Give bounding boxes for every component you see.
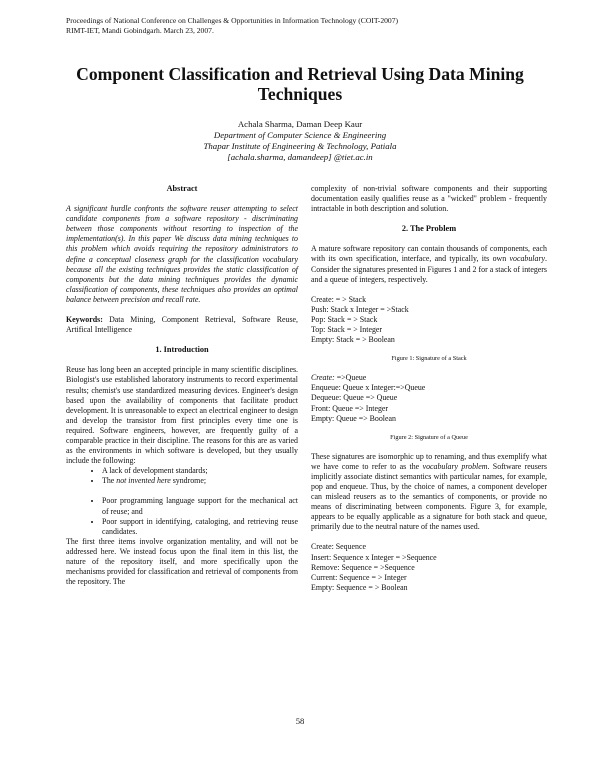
keywords-label: Keywords:	[66, 315, 103, 325]
signature-line: Create: = > Stack	[311, 294, 367, 304]
intro-paragraph-2: The first three items involve organization mentality, and will not be addressed here. We instead focus upon the final item in this list, the nature of the repository itself, and more specifically upon the mechanisms provided for classification and retrieval of components from the repository. The	[66, 536, 298, 587]
keywords	[66, 315, 298, 335]
list-item: • A lack of development standards;	[102, 466, 298, 476]
stack-signature	[311, 295, 547, 345]
author-department: Department of Computer Science & Engineering	[213, 130, 387, 140]
signature-line: Enqueue: Queue x Integer:=>Queue	[311, 383, 426, 393]
left-column	[66, 184, 298, 587]
signature-line: Empty: Queue => Boolean	[311, 413, 396, 423]
sequence-signature	[311, 542, 547, 592]
signature-line: Front: Queue => Integer	[311, 403, 389, 413]
signature-line: Create: =>Queue	[311, 373, 367, 383]
author-block	[0, 119, 600, 163]
right-column	[311, 184, 547, 593]
figure-2-caption: Figure 2: Signature of a Queue	[390, 433, 468, 441]
author-names: Achala Sharma, Daman Deep Kaur	[237, 119, 363, 129]
signature-line: Create: Sequence	[311, 542, 366, 552]
reasons-list-2	[66, 496, 298, 536]
running-header	[66, 16, 398, 36]
problem-heading: 2. The Problem	[401, 224, 457, 234]
signature-line: Empty: Stack = > Boolean	[311, 335, 395, 345]
header-line-2: RIMT-IET, Mandi Gobindgarh. March 23, 2007.	[66, 25, 214, 35]
queue-signature	[311, 373, 547, 423]
signature-line: Dequeue: Queue => Queue	[311, 393, 398, 403]
signature-line: Remove: Sequence = >Sequence	[311, 562, 415, 572]
signature-line: Empty: Sequence = > Boolean	[311, 582, 408, 592]
problem-paragraph-2: These signatures are isomorphic up to renaming, and thus exemplify what we have come to refer to as the vocabulary problem. Software reusers implicitly associate distinct semantics with particular names, for example, pop and enqueue. Thus, by the choice of names, a component developer can mislead reusers as to the semantics of components, or provide no means of discriminating between components. Figure 3, for example, appears to be equally applicable as a signature for both stack and queue, primarily due to the neutral nature of the names used.	[311, 451, 548, 532]
figure-1-caption: Figure 1: Signature of a Stack	[391, 355, 467, 363]
continued-paragraph: complexity of non-trivial software components and their supporting documentation easily qualifies reuse as a "wicked" problem - frequently intractable in both description and solution.	[311, 184, 547, 214]
signature-line: Current: Sequence = > Integer	[311, 572, 407, 582]
problem-paragraph-1: A mature software repository can contain thousands of components, each with its own specification, interface, and typically, its own vocabulary. Consider the signatures presented in Figures 1 and 2 for a stack of integers and a queue of integers, respectively.	[311, 244, 547, 284]
author-email: [achala.sharma, damandeep] @tiet.ac.in	[227, 152, 373, 162]
header-line-1: Proceedings of National Conference on Challenges & Opportunities in Information Technology (COIT-2007)	[66, 16, 399, 25]
list-item: • Poor programming language support for the mechanical act of reuse; and	[102, 496, 298, 516]
intro-heading: 1. Introduction	[155, 345, 209, 355]
signature-line: Insert: Sequence x Integer = >Sequence	[311, 552, 437, 562]
keywords-text: Data Mining, Component Retrieval, Software Reuse, Artifical Intelligence	[66, 315, 298, 335]
signature-line: Top: Stack = > Integer	[311, 325, 383, 335]
abstract-text: A significant hurdle confronts the software reuser attempting to select candidate components from a software repository - discriminating between those components without resorting to inspection of the implementation(s). In this paper We discuss data mining techniques to this problem which avoids requiring the repository administrators to define a conceptual closeness graph for the classification vocabulary because all the existing techniques provides the static classification of components but the data mining techniques provides the dynamic classification of components, these techniques also provides an optimal balance between precision and recall rate.	[66, 204, 298, 304]
page-number: 58	[295, 716, 305, 726]
list-item: • Poor support in identifying, cataloging, and retrieving reuse candidates.	[102, 517, 298, 537]
list-item: • The not invented here syndrome;	[102, 476, 298, 486]
author-institute: Thapar Institute of Engineering & Technology, Patiala	[203, 141, 397, 151]
paper-title: Component Classification and Retrieval Using Data Mining Techniques	[76, 64, 524, 104]
intro-paragraph-1: Reuse has long been an accepted principle in many scientific disciplines. Biologist's use established laboratory instruments to record experimental results; chemist's use standardized measuring devices. Engineer's design based upon the availability of components that facilitate product development. It is unreasonable to expect an electrical engineer to design and develop the transistor from first principles every time one is required. Software engineers, however, are frequently guilty of a comparable practice in their discipline. The reasons for this are as varied as the environments in which software is developed, but they usually include the following:	[66, 365, 298, 466]
reasons-list	[66, 466, 298, 486]
signature-line: Pop: Stack = > Stack	[311, 314, 378, 324]
signature-line: Push: Stack x Integer = >Stack	[311, 304, 409, 314]
abstract-heading: Abstract	[166, 184, 198, 193]
